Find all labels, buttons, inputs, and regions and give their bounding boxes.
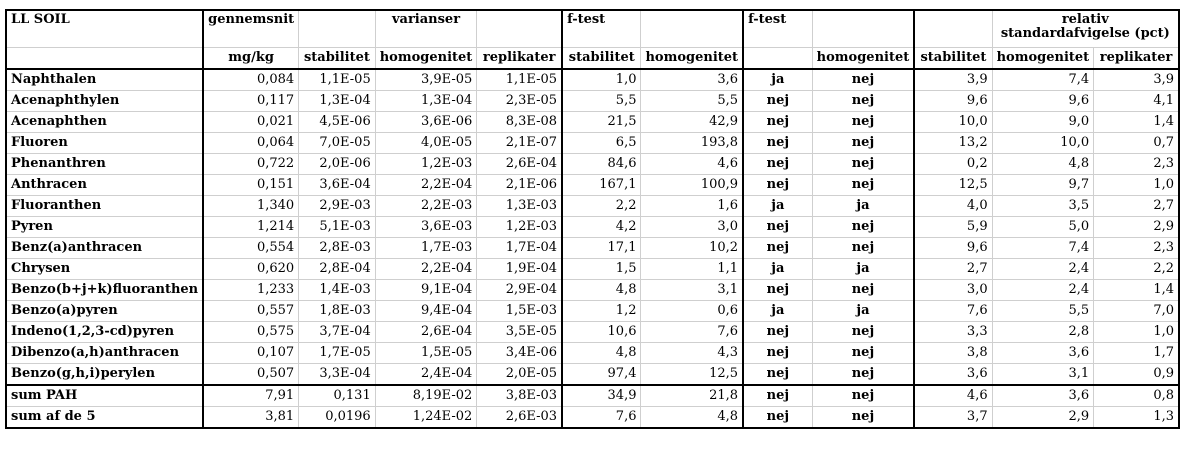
cell-f-test-stabilitet: nej	[743, 322, 812, 343]
cell-var-stabilitet: 1,1E-05	[299, 69, 376, 91]
cell-rsd-replikater: 1,4	[1094, 112, 1179, 133]
cell-f-homogenitet: 12,5	[641, 364, 743, 386]
cell-f-stabilitet: 1,0	[562, 69, 641, 91]
cell-rsd-homogenitet: 2,8	[992, 322, 1094, 343]
cell-gennemsnit: 1,340	[203, 196, 299, 217]
cell-f-test-homogenitet: ja	[812, 301, 914, 322]
cell-var-stabilitet: 2,9E-03	[299, 196, 376, 217]
cell-f-stabilitet: 1,2	[562, 301, 641, 322]
cell-var-homogenitet: 2,4E-04	[375, 364, 477, 386]
cell-rsd-homogenitet: 5,5	[992, 301, 1094, 322]
cell-var-homogenitet: 9,4E-04	[375, 301, 477, 322]
cell-f-test-homogenitet: ja	[812, 196, 914, 217]
cell-compound: Acenaphthen	[6, 112, 203, 133]
cell-var-replikater: 2,3E-05	[477, 91, 562, 112]
sum-row	[6, 407, 1179, 429]
cell-rsd-stabilitet: 2,7	[914, 259, 992, 280]
cell-rsd-stabilitet: 12,5	[914, 175, 992, 196]
cell-f-test-stabilitet: nej	[743, 154, 812, 175]
cell-var-replikater: 2,6E-04	[477, 154, 562, 175]
cell-f-homogenitet: 1,6	[641, 196, 743, 217]
cell-f-test-homogenitet: nej	[812, 280, 914, 301]
cell-var-stabilitet: 1,7E-05	[299, 343, 376, 364]
cell-f-stabilitet: 21,5	[562, 112, 641, 133]
column-header-rsd-replikater: replikater	[1094, 48, 1179, 70]
table-row	[6, 259, 1179, 280]
cell-f-test-homogenitet: nej	[812, 238, 914, 259]
column-header-gennemsnit: mg/kg	[203, 48, 299, 70]
cell-rsd-replikater: 1,0	[1094, 175, 1179, 196]
cell-f-homogenitet: 42,9	[641, 112, 743, 133]
cell-var-replikater: 2,6E-03	[477, 407, 562, 429]
cell-rsd-homogenitet: 9,6	[992, 91, 1094, 112]
cell-compound: Naphthalen	[6, 69, 203, 91]
cell-gennemsnit: 1,214	[203, 217, 299, 238]
cell-rsd-homogenitet: 7,4	[992, 69, 1094, 91]
cell-rsd-replikater: 1,0	[1094, 322, 1179, 343]
cell-var-replikater: 1,2E-03	[477, 217, 562, 238]
cell-rsd-homogenitet: 3,1	[992, 364, 1094, 386]
table-row	[6, 343, 1179, 364]
cell-f-stabilitet: 6,5	[562, 133, 641, 154]
cell-var-replikater: 8,3E-08	[477, 112, 562, 133]
cell-var-homogenitet: 1,7E-03	[375, 238, 477, 259]
cell-var-homogenitet: 3,6E-03	[375, 217, 477, 238]
cell-var-homogenitet: 4,0E-05	[375, 133, 477, 154]
cell-f-stabilitet: 4,8	[562, 343, 641, 364]
cell-compound: Chrysen	[6, 259, 203, 280]
cell-rsd-homogenitet: 9,0	[992, 112, 1094, 133]
cell-rsd-homogenitet: 9,7	[992, 175, 1094, 196]
cell-var-homogenitet: 1,24E-02	[375, 407, 477, 429]
cell-f-test-stabilitet: ja	[743, 196, 812, 217]
cell-f-stabilitet: 167,1	[562, 175, 641, 196]
cell-f-test-stabilitet: nej	[743, 385, 812, 407]
cell-var-homogenitet: 2,2E-03	[375, 196, 477, 217]
cell-rsd-homogenitet: 7,4	[992, 238, 1094, 259]
header-f-test-1: f-test	[562, 10, 641, 48]
cell-rsd-homogenitet: 3,6	[992, 385, 1094, 407]
cell-f-stabilitet: 34,9	[562, 385, 641, 407]
cell-f-homogenitet: 21,8	[641, 385, 743, 407]
cell-f-test-stabilitet: nej	[743, 343, 812, 364]
cell-gennemsnit: 0,575	[203, 322, 299, 343]
cell-f-test-stabilitet: nej	[743, 280, 812, 301]
cell-compound: Dibenzo(a,h)anthracen	[6, 343, 203, 364]
cell-f-test-homogenitet: nej	[812, 154, 914, 175]
cell-gennemsnit: 0,064	[203, 133, 299, 154]
cell-rsd-replikater: 0,7	[1094, 133, 1179, 154]
cell-var-homogenitet: 3,6E-06	[375, 112, 477, 133]
cell-var-replikater: 3,8E-03	[477, 385, 562, 407]
cell-gennemsnit: 0,554	[203, 238, 299, 259]
cell-var-replikater: 1,7E-04	[477, 238, 562, 259]
cell-rsd-replikater: 1,3	[1094, 407, 1179, 429]
column-header-rsd-homogenitet: homogenitet	[992, 48, 1094, 70]
cell-var-stabilitet: 7,0E-05	[299, 133, 376, 154]
cell-rsd-stabilitet: 10,0	[914, 112, 992, 133]
table-row	[6, 217, 1179, 238]
cell-rsd-homogenitet: 2,9	[992, 407, 1094, 429]
cell-f-homogenitet: 0,6	[641, 301, 743, 322]
cell-var-homogenitet: 1,5E-05	[375, 343, 477, 364]
cell-rsd-stabilitet: 4,0	[914, 196, 992, 217]
cell-f-homogenitet: 1,1	[641, 259, 743, 280]
table-row	[6, 91, 1179, 112]
cell-gennemsnit: 1,233	[203, 280, 299, 301]
cell-gennemsnit: 7,91	[203, 385, 299, 407]
cell-f-test-stabilitet: nej	[743, 175, 812, 196]
cell-rsd-homogenitet: 5,0	[992, 217, 1094, 238]
cell-f-test-stabilitet: nej	[743, 407, 812, 429]
cell-f-homogenitet: 5,5	[641, 91, 743, 112]
cell-var-stabilitet: 3,6E-04	[299, 175, 376, 196]
cell-rsd-homogenitet: 4,8	[992, 154, 1094, 175]
column-header-var-homogenitet: homogenitet	[375, 48, 477, 70]
table-row	[6, 154, 1179, 175]
cell-var-homogenitet: 2,2E-04	[375, 175, 477, 196]
cell-gennemsnit: 0,557	[203, 301, 299, 322]
cell-f-test-stabilitet: nej	[743, 238, 812, 259]
table-title: LL SOIL	[6, 10, 203, 48]
cell-var-stabilitet: 3,3E-04	[299, 364, 376, 386]
cell-rsd-homogenitet: 2,4	[992, 259, 1094, 280]
cell-compound: Acenaphthylen	[6, 91, 203, 112]
cell-compound: sum PAH	[6, 385, 203, 407]
cell-rsd-homogenitet: 10,0	[992, 133, 1094, 154]
cell-var-replikater: 1,5E-03	[477, 301, 562, 322]
cell-gennemsnit: 0,620	[203, 259, 299, 280]
cell-rsd-stabilitet: 7,6	[914, 301, 992, 322]
cell-f-homogenitet: 4,6	[641, 154, 743, 175]
cell-var-replikater: 3,4E-06	[477, 343, 562, 364]
cell-var-replikater: 2,1E-06	[477, 175, 562, 196]
cell-f-test-homogenitet: nej	[812, 364, 914, 386]
cell-rsd-replikater: 1,4	[1094, 280, 1179, 301]
cell-rsd-replikater: 3,9	[1094, 69, 1179, 91]
cell-var-replikater: 3,5E-05	[477, 322, 562, 343]
cell-f-test-stabilitet: nej	[743, 133, 812, 154]
header-row-1	[6, 10, 1179, 48]
cell-rsd-stabilitet: 0,2	[914, 154, 992, 175]
cell-compound: Indeno(1,2,3-cd)pyren	[6, 322, 203, 343]
cell-compound: Benzo(b+j+k)fluoranthen	[6, 280, 203, 301]
cell-f-homogenitet: 100,9	[641, 175, 743, 196]
cell-var-replikater: 2,1E-07	[477, 133, 562, 154]
cell-f-test-homogenitet: nej	[812, 91, 914, 112]
column-header-compound	[6, 48, 203, 70]
cell-f-stabilitet: 7,6	[562, 407, 641, 429]
table-row	[6, 238, 1179, 259]
cell-var-stabilitet: 5,1E-03	[299, 217, 376, 238]
cell-rsd-stabilitet: 3,7	[914, 407, 992, 429]
cell-var-homogenitet: 2,6E-04	[375, 322, 477, 343]
cell-compound: sum af de 5	[6, 407, 203, 429]
cell-var-stabilitet: 3,7E-04	[299, 322, 376, 343]
cell-rsd-replikater: 2,7	[1094, 196, 1179, 217]
table-row	[6, 322, 1179, 343]
cell-f-test-homogenitet: nej	[812, 217, 914, 238]
cell-var-stabilitet: 0,0196	[299, 407, 376, 429]
cell-f-test-stabilitet: nej	[743, 364, 812, 386]
cell-rsd-replikater: 7,0	[1094, 301, 1179, 322]
cell-gennemsnit: 0,151	[203, 175, 299, 196]
cell-var-replikater: 1,3E-03	[477, 196, 562, 217]
cell-f-test-homogenitet: nej	[812, 69, 914, 91]
table-row	[6, 133, 1179, 154]
header-f-test-2: f-test	[743, 10, 812, 48]
cell-compound: Benzo(g,h,i)perylen	[6, 364, 203, 386]
cell-f-test-stabilitet: ja	[743, 301, 812, 322]
cell-gennemsnit: 0,084	[203, 69, 299, 91]
cell-var-stabilitet: 2,0E-06	[299, 154, 376, 175]
header-varianser: varianser	[375, 10, 477, 48]
cell-f-stabilitet: 5,5	[562, 91, 641, 112]
table-row	[6, 69, 1179, 91]
cell-rsd-homogenitet: 3,6	[992, 343, 1094, 364]
cell-compound: Pyren	[6, 217, 203, 238]
cell-rsd-homogenitet: 2,4	[992, 280, 1094, 301]
cell-var-stabilitet: 2,8E-03	[299, 238, 376, 259]
cell-f-test-homogenitet: nej	[812, 343, 914, 364]
cell-f-test-homogenitet: nej	[812, 133, 914, 154]
cell-rsd-stabilitet: 13,2	[914, 133, 992, 154]
table-row	[6, 196, 1179, 217]
cell-rsd-stabilitet: 4,6	[914, 385, 992, 407]
cell-compound: Fluoren	[6, 133, 203, 154]
table-row	[6, 112, 1179, 133]
cell-var-stabilitet: 1,4E-03	[299, 280, 376, 301]
cell-rsd-stabilitet: 3,3	[914, 322, 992, 343]
cell-f-test-homogenitet: nej	[812, 112, 914, 133]
cell-f-test-homogenitet: ja	[812, 259, 914, 280]
cell-var-replikater: 1,9E-04	[477, 259, 562, 280]
column-header-rsd-stabilitet: stabilitet	[914, 48, 992, 70]
cell-f-stabilitet: 97,4	[562, 364, 641, 386]
cell-f-test-homogenitet: nej	[812, 175, 914, 196]
cell-gennemsnit: 3,81	[203, 407, 299, 429]
cell-rsd-replikater: 4,1	[1094, 91, 1179, 112]
table-row	[6, 175, 1179, 196]
cell-var-homogenitet: 1,2E-03	[375, 154, 477, 175]
cell-var-homogenitet: 2,2E-04	[375, 259, 477, 280]
table-row	[6, 301, 1179, 322]
cell-rsd-replikater: 1,7	[1094, 343, 1179, 364]
cell-f-homogenitet: 10,2	[641, 238, 743, 259]
cell-f-homogenitet: 4,3	[641, 343, 743, 364]
column-header-f-test-stabilitet	[743, 48, 812, 70]
cell-compound: Benzo(a)pyren	[6, 301, 203, 322]
cell-compound: Fluoranthen	[6, 196, 203, 217]
column-header-f-test-homogenitet: homogenitet	[812, 48, 914, 70]
cell-rsd-replikater: 2,3	[1094, 238, 1179, 259]
cell-rsd-replikater: 2,9	[1094, 217, 1179, 238]
cell-var-homogenitet: 3,9E-05	[375, 69, 477, 91]
cell-f-test-homogenitet: nej	[812, 322, 914, 343]
data-table	[5, 9, 1180, 429]
header-gennemsnit: gennemsnit	[203, 10, 299, 48]
cell-f-homogenitet: 7,6	[641, 322, 743, 343]
cell-gennemsnit: 0,117	[203, 91, 299, 112]
header-row-2	[6, 48, 1179, 70]
cell-rsd-stabilitet: 3,6	[914, 364, 992, 386]
cell-var-replikater: 2,9E-04	[477, 280, 562, 301]
cell-rsd-replikater: 0,8	[1094, 385, 1179, 407]
cell-compound: Anthracen	[6, 175, 203, 196]
cell-rsd-homogenitet: 3,5	[992, 196, 1094, 217]
column-header-f-stabilitet: stabilitet	[562, 48, 641, 70]
cell-f-homogenitet: 193,8	[641, 133, 743, 154]
cell-f-stabilitet: 17,1	[562, 238, 641, 259]
cell-rsd-stabilitet: 9,6	[914, 91, 992, 112]
cell-rsd-stabilitet: 3,8	[914, 343, 992, 364]
sum-row	[6, 385, 1179, 407]
cell-var-replikater: 2,0E-05	[477, 364, 562, 386]
cell-rsd-stabilitet: 9,6	[914, 238, 992, 259]
cell-f-homogenitet: 3,0	[641, 217, 743, 238]
cell-rsd-replikater: 2,3	[1094, 154, 1179, 175]
cell-f-test-stabilitet: ja	[743, 259, 812, 280]
cell-f-homogenitet: 4,8	[641, 407, 743, 429]
cell-f-test-homogenitet: nej	[812, 385, 914, 407]
cell-f-stabilitet: 4,2	[562, 217, 641, 238]
cell-var-stabilitet: 1,3E-04	[299, 91, 376, 112]
cell-rsd-stabilitet: 5,9	[914, 217, 992, 238]
header-relativ-standardafvigelse: relativ standardafvigelse (pct)	[992, 10, 1179, 48]
column-header-var-stabilitet: stabilitet	[299, 48, 376, 70]
cell-rsd-stabilitet: 3,0	[914, 280, 992, 301]
cell-var-stabilitet: 2,8E-04	[299, 259, 376, 280]
cell-f-stabilitet: 4,8	[562, 280, 641, 301]
table-row	[6, 280, 1179, 301]
cell-f-test-stabilitet: nej	[743, 112, 812, 133]
table-row	[6, 364, 1179, 386]
cell-gennemsnit: 0,107	[203, 343, 299, 364]
cell-rsd-stabilitet: 3,9	[914, 69, 992, 91]
cell-f-stabilitet: 84,6	[562, 154, 641, 175]
cell-var-stabilitet: 1,8E-03	[299, 301, 376, 322]
cell-var-stabilitet: 0,131	[299, 385, 376, 407]
cell-f-stabilitet: 1,5	[562, 259, 641, 280]
cell-f-test-stabilitet: nej	[743, 217, 812, 238]
column-header-var-replikater: replikater	[477, 48, 562, 70]
column-header-f-homogenitet: homogenitet	[641, 48, 743, 70]
cell-f-test-stabilitet: nej	[743, 91, 812, 112]
cell-var-homogenitet: 1,3E-04	[375, 91, 477, 112]
cell-f-test-homogenitet: nej	[812, 407, 914, 429]
cell-f-homogenitet: 3,1	[641, 280, 743, 301]
cell-rsd-replikater: 2,2	[1094, 259, 1179, 280]
cell-compound: Phenanthren	[6, 154, 203, 175]
cell-gennemsnit: 0,722	[203, 154, 299, 175]
cell-var-homogenitet: 8,19E-02	[375, 385, 477, 407]
cell-rsd-replikater: 0,9	[1094, 364, 1179, 386]
cell-f-stabilitet: 10,6	[562, 322, 641, 343]
cell-f-homogenitet: 3,6	[641, 69, 743, 91]
cell-var-stabilitet: 4,5E-06	[299, 112, 376, 133]
cell-gennemsnit: 0,021	[203, 112, 299, 133]
cell-gennemsnit: 0,507	[203, 364, 299, 386]
cell-var-replikater: 1,1E-05	[477, 69, 562, 91]
cell-f-stabilitet: 2,2	[562, 196, 641, 217]
cell-var-homogenitet: 9,1E-04	[375, 280, 477, 301]
cell-compound: Benz(a)anthracen	[6, 238, 203, 259]
cell-f-test-stabilitet: ja	[743, 69, 812, 91]
